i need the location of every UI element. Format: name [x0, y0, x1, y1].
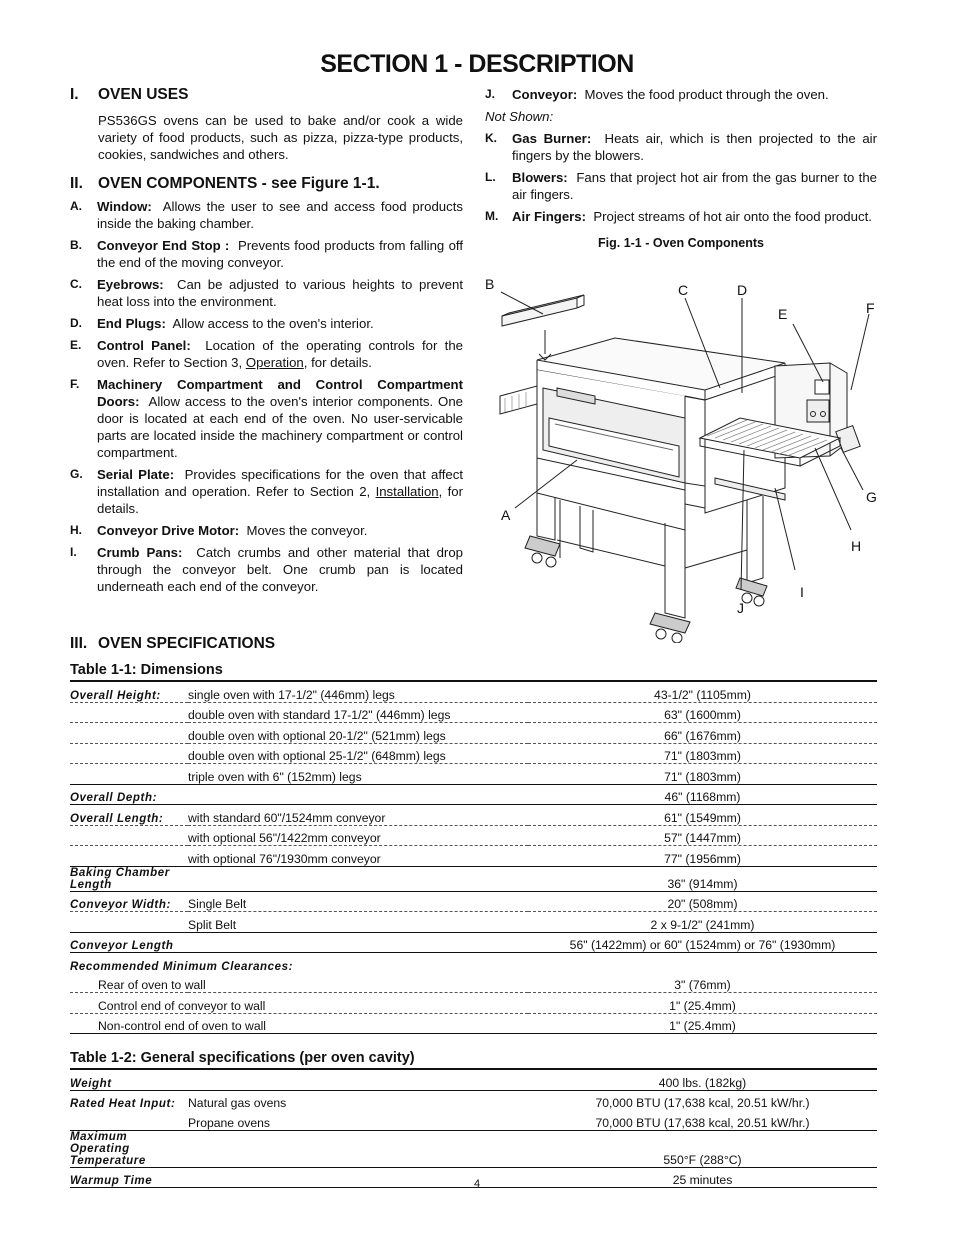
component-name: Air Fingers:: [512, 209, 587, 224]
spec-value: 66" (1676mm): [528, 723, 877, 744]
section-reference-link[interactable]: Installation: [375, 484, 439, 499]
component-text: [97, 466, 463, 517]
component-name: Crumb Pans:: [97, 545, 183, 560]
component-item: [70, 376, 463, 461]
spec-value: 550°F (288°C): [528, 1130, 877, 1167]
spec-description: [188, 1130, 528, 1167]
spec-label: Recommended Minimum Clearances:: [70, 953, 877, 973]
spec-description: single oven with 17-1/2" (446mm) legs: [188, 681, 528, 702]
spec-row: [70, 723, 877, 744]
component-text: [512, 169, 877, 203]
spec-row: [70, 1069, 877, 1090]
component-letter: I.: [70, 545, 77, 559]
spec-label: [70, 912, 188, 933]
spec-description: [188, 784, 528, 805]
component-text: [97, 337, 463, 371]
spec-row: [70, 912, 877, 933]
component-description-end: , for details.: [303, 355, 372, 370]
spec-row: [70, 764, 877, 785]
page-title: SECTION 1 - DESCRIPTION: [320, 50, 634, 78]
spec-description: with optional 76"/1930mm conveyor: [188, 846, 528, 867]
spec-value: 63" (1600mm): [528, 702, 877, 723]
component-name: Gas Burner:: [512, 131, 592, 146]
figure-caption: Fig. 1-1 - Oven Components: [598, 236, 764, 250]
component-letter: H.: [70, 523, 82, 537]
spec-label: [70, 743, 188, 764]
figure-label-g: G: [866, 489, 877, 505]
spec-row: [70, 825, 877, 846]
component-text: [97, 544, 463, 595]
right-column: [485, 86, 877, 252]
figure-label-c: C: [678, 282, 689, 298]
component-item: [485, 208, 877, 225]
spec-description: Natural gas ovens: [188, 1090, 528, 1110]
component-text: [512, 86, 877, 103]
spec-description: double oven with standard 17-1/2" (446mm) legs: [188, 702, 528, 723]
component-description: Provides specifications for the oven that affect installation and operation. Refer to Section 2,: [97, 467, 464, 499]
spec-row: [70, 993, 877, 1014]
spec-description: with optional 56"/1422mm conveyor: [188, 825, 528, 846]
component-description: Catch crumbs and other material that drop through the conveyor belt. One crumb pan is located underneath each end of the conveyor.: [97, 545, 463, 594]
component-item: [485, 86, 877, 103]
component-name: End Plugs:: [97, 316, 166, 331]
spec-value: 2 x 9-1/2" (241mm): [528, 912, 877, 933]
spec-row: [70, 891, 877, 912]
component-description: Moves the conveyor.: [246, 523, 368, 538]
component-letter: E.: [70, 338, 82, 352]
spec-description: triple oven with 6" (152mm) legs: [188, 764, 528, 785]
spec-description: double oven with optional 20-1/2" (521mm) legs: [188, 723, 528, 744]
spec-value: 1" (25.4mm): [528, 1013, 877, 1034]
spec-value: 70,000 BTU (17,638 kcal, 20.51 kW/hr.): [528, 1090, 877, 1110]
spec-value: 25 minutes: [528, 1167, 877, 1188]
spec-label: Baking Chamber Length: [70, 866, 188, 891]
figure-label-f: F: [866, 300, 875, 316]
component-letter: C.: [70, 277, 82, 291]
component-name: Conveyor End Stop :: [97, 238, 230, 253]
spec-value: 71" (1803mm): [528, 764, 877, 785]
spec-label: Overall Length:: [70, 805, 188, 826]
component-name: Conveyor Drive Motor:: [97, 523, 240, 538]
spec-value: 20" (508mm): [528, 891, 877, 912]
component-letter: M.: [485, 209, 499, 223]
spec-value: 1" (25.4mm): [528, 993, 877, 1014]
component-list-left: [70, 198, 463, 595]
spec-row: [70, 932, 877, 953]
component-name: Serial Plate:: [97, 467, 175, 482]
spec-label: Conveyor Length: [70, 932, 188, 953]
spec-value: 36" (914mm): [528, 866, 877, 891]
spec-value: 70,000 BTU (17,638 kcal, 20.51 kW/hr.): [595, 1115, 810, 1130]
spec-row: [70, 1090, 877, 1110]
spec-row: [70, 953, 877, 973]
spec-label: [70, 825, 188, 846]
spec-description: Single Belt: [188, 891, 528, 912]
spec-label: Conveyor Width:: [70, 891, 188, 912]
spec-label: Maximum Operating Temperature: [70, 1130, 188, 1167]
component-description: Location of the operating controls for the oven. Refer to Section 3,: [97, 338, 463, 370]
component-item: [485, 169, 877, 203]
figure-label-d: D: [737, 282, 748, 298]
spec-row: [70, 784, 877, 805]
spec-value: 71" (1803mm): [528, 743, 877, 764]
component-letter: G.: [70, 467, 83, 481]
component-description: Prevents food products from falling off the end of the moving conveyor.: [97, 238, 463, 270]
component-description: Heats air, which is then projected to the air fingers by the blowers.: [512, 131, 878, 163]
spec-label: [70, 723, 188, 744]
spec-label: [70, 1110, 188, 1130]
component-letter: B.: [70, 238, 82, 252]
component-description: Can be adjusted to various heights to prevent heat loss into the environment.: [97, 277, 463, 309]
component-name: Conveyor:: [512, 87, 578, 102]
spec-value: 3" (76mm): [674, 978, 731, 992]
spec-value: 56" (1422mm) or 60" (1524mm) or 76" (1930mm): [528, 932, 877, 953]
not-shown-label: Not Shown:: [485, 109, 554, 124]
component-description: Allow access to the oven's interior components. One door is located at each end of the oven. No user-servicable parts are located inside the machinery compartment or control compartment.: [97, 394, 463, 460]
component-name: Blowers:: [512, 170, 568, 185]
spec-description: Propane ovens: [188, 1115, 270, 1130]
leader-f: [851, 314, 869, 390]
component-item: [70, 315, 463, 332]
spec-value: 57" (1447mm): [528, 825, 877, 846]
component-item: [70, 198, 463, 232]
spec-value: 61" (1549mm): [528, 805, 877, 826]
component-name: Control Panel:: [97, 338, 191, 353]
component-text: [512, 208, 877, 225]
dimensions-table: [70, 680, 877, 1034]
leader-j: [741, 450, 744, 590]
component-description: Allows the user to see and access food products inside the baking chamber.: [97, 199, 463, 231]
section-oven-specifications-heading: III. OVEN SPECIFICATIONS: [70, 635, 276, 652]
spec-description: Split Belt: [188, 912, 528, 933]
spec-row: [70, 973, 877, 993]
section-reference-link[interactable]: Operation: [245, 355, 304, 370]
component-text: [97, 198, 463, 232]
spec-label: [70, 702, 188, 723]
component-letter: K.: [485, 131, 497, 145]
figure-label-i: I: [800, 584, 804, 600]
component-letter: F.: [70, 377, 80, 391]
figure-label-j: J: [737, 600, 744, 616]
figure-label-h: H: [851, 538, 862, 554]
figure-label-e: E: [778, 306, 788, 322]
spec-value: 400 lbs. (182kg): [528, 1069, 877, 1090]
section-oven-components-heading: II. OVEN COMPONENTS - see Figure 1-1.: [70, 175, 380, 192]
component-description: Allow access to the oven's interior.: [172, 316, 374, 331]
component-name: Window:: [97, 199, 152, 214]
spec-row: [70, 1013, 877, 1034]
spec-description: [188, 866, 528, 891]
spec-description: [188, 932, 528, 953]
oven-uses-text: PS536GS ovens can be used to bake and/or cook a wide variety of food products, such as pizza, pizza-type products, cookies, sandwiches and others.: [98, 113, 463, 162]
spec-label: [70, 764, 188, 785]
component-letter: J.: [485, 87, 496, 101]
component-item: [70, 466, 463, 517]
spec-label: Warmup Time: [70, 1167, 188, 1188]
spec-label: Overall Depth:: [70, 784, 188, 805]
spec-value: 46" (1168mm): [528, 784, 877, 805]
spec-description: [188, 1069, 528, 1090]
spec-row: [70, 805, 877, 826]
oven-components-figure: [485, 268, 890, 643]
spec-value: 43-1/2" (1105mm): [528, 681, 877, 702]
spec-label: Weight: [70, 1069, 188, 1090]
spec-value: 77" (1956mm): [528, 846, 877, 867]
spec-row: [70, 866, 877, 891]
leader-h: [815, 448, 851, 530]
section-oven-uses-heading: I. OVEN USES: [70, 86, 189, 103]
component-text: [512, 130, 877, 164]
component-text: [97, 315, 463, 332]
leader-g: [841, 448, 863, 490]
spec-label: [70, 846, 188, 867]
spec-label: Overall Height:: [70, 681, 188, 702]
component-list-right: [485, 86, 877, 103]
component-text: [97, 376, 463, 461]
spec-label: Rated Heat Input:: [70, 1090, 188, 1110]
spec-row: [70, 1130, 877, 1167]
spec-row: [70, 846, 877, 867]
component-text: [97, 237, 463, 271]
component-description: Fans that project hot air from the gas burner to the air fingers.: [512, 170, 877, 202]
spec-row: [70, 681, 877, 702]
page-number: 4: [473, 1178, 481, 1190]
table2-caption: Table 1-2: General specifications (per oven cavity): [70, 1050, 415, 1066]
component-item: [70, 237, 463, 271]
spec-description: double oven with optional 25-1/2" (648mm) legs: [188, 743, 528, 764]
general-specs-table: [70, 1068, 877, 1188]
figure-label-a: A: [501, 507, 511, 523]
component-description: Project streams of hot air onto the food product.: [593, 209, 872, 224]
spec-row: [70, 702, 877, 723]
component-item: [70, 544, 463, 595]
component-letter: A.: [70, 199, 82, 213]
component-description-end: , for details.: [97, 484, 463, 516]
table1-caption: Table 1-1: Dimensions: [70, 662, 223, 678]
component-item: [70, 337, 463, 371]
component-letter: D.: [70, 316, 82, 330]
component-item: [70, 276, 463, 310]
figure-label-b: B: [485, 276, 495, 292]
component-description: Moves the food product through the oven.: [584, 87, 829, 102]
component-item: [70, 522, 463, 539]
component-text: [97, 522, 463, 539]
component-name: Machinery Compartment and Control Compartment Doors:: [97, 377, 463, 409]
spec-description: Non-control end of oven to wall: [70, 1013, 528, 1034]
component-text: [97, 276, 463, 310]
spec-description: Rear of oven to wall: [98, 978, 206, 992]
component-letter: L.: [485, 170, 496, 184]
spec-row: [70, 743, 877, 764]
component-list-not-shown: [485, 130, 877, 225]
spec-row: [70, 1110, 877, 1130]
spec-description: Control end of conveyor to wall: [70, 993, 528, 1014]
left-column: [70, 86, 463, 600]
component-item: [485, 130, 877, 164]
component-name: Eyebrows:: [97, 277, 164, 292]
spec-description: with standard 60"/1524mm conveyor: [188, 805, 528, 826]
